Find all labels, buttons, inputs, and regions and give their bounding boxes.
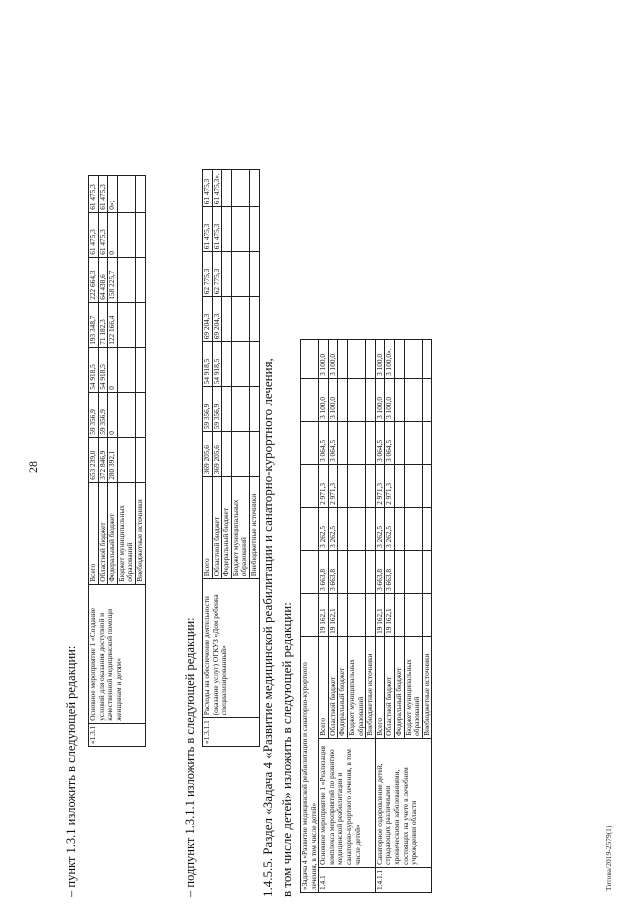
value-cell [394, 464, 404, 507]
value-cell: 0 [108, 347, 118, 392]
funding-source: Областной бюджет [328, 636, 338, 738]
value-cell [394, 378, 404, 421]
value-cell [366, 464, 376, 507]
value-cell: 2 971,3 [375, 464, 385, 507]
value-cell [366, 378, 376, 421]
funding-source: Федеральный бюджет [108, 482, 118, 584]
page-number: 28 [26, 461, 40, 473]
value-cell [301, 593, 319, 636]
value-cell [231, 297, 249, 342]
value-cell [347, 550, 365, 593]
activity-name: Санаторное оздоровление детей, страдающих различными хроническими заболеваниями, состоящих на учете в лечебном учреждении области [375, 738, 432, 867]
value-cell [117, 347, 135, 392]
funding-source: Федеральный бюджет [338, 636, 348, 738]
table-1-3-1 [88, 175, 146, 747]
funding-source: Внебюджетные источники [366, 636, 376, 738]
value-cell [422, 464, 432, 507]
value-cell: 61 475,3». [212, 170, 222, 207]
funding-source: Областной бюджет [212, 477, 222, 579]
value-cell [394, 421, 404, 464]
value-cell: 122 166,4 [108, 302, 118, 347]
value-cell: 19 162,1 [385, 593, 395, 636]
heading-section-1-4-5-5: 1.4.5.5. Раздел «Задача 4 «Развитие медицинской реабилитации и санаторно-курортного лечения, в том числе детей» изложить в следующей редакции: [260, 358, 294, 897]
value-cell: 3 064,5 [319, 421, 329, 464]
value-cell: 369 205,6 [203, 432, 213, 477]
value-cell: 64 438,6 [98, 257, 108, 302]
value-cell: 19 162,1 [319, 593, 329, 636]
value-cell: 2 971,3 [319, 464, 329, 507]
value-cell: 280 392,1 [108, 437, 118, 482]
value-cell [249, 207, 259, 252]
value-cell [347, 378, 365, 421]
value-cell [394, 339, 404, 378]
value-cell [366, 339, 376, 378]
value-cell [301, 421, 319, 464]
value-cell: 3 262,5 [385, 507, 395, 550]
value-cell [422, 421, 432, 464]
row-number: 1.4.1.1 [375, 867, 432, 892]
value-cell: 61 475,3 [212, 207, 222, 252]
value-cell: 61 475,3 [203, 207, 213, 252]
value-cell: 0 [108, 392, 118, 437]
value-cell: 54 918,5 [212, 342, 222, 387]
value-cell [301, 550, 319, 593]
value-cell: 19 162,1 [328, 593, 338, 636]
value-cell [222, 342, 232, 387]
value-cell: 59 356,9 [98, 392, 108, 437]
value-cell: 3 262,5 [328, 507, 338, 550]
value-cell: 3 064,5 [328, 421, 338, 464]
value-cell: 54 918,5 [203, 342, 213, 387]
value-cell: 61 475,3 [98, 212, 108, 257]
value-cell [404, 507, 422, 550]
funding-source: Всего [203, 477, 213, 579]
table-row [319, 339, 329, 892]
value-cell: 19 162,1 [375, 593, 385, 636]
value-cell [135, 392, 145, 437]
value-cell [404, 550, 422, 593]
value-cell: 61 475,3 [203, 170, 213, 207]
value-cell [231, 170, 249, 207]
value-cell: 372 846,9 [98, 437, 108, 482]
value-cell: 61 475,3 [89, 212, 99, 257]
funding-source: Бюджет муниципальных образований [347, 636, 365, 738]
value-cell: 0»; [108, 175, 118, 212]
value-cell: 222 664,3 [89, 257, 99, 302]
value-cell: 3 100,0 [385, 378, 395, 421]
row-number: 1.4.1 [319, 867, 376, 892]
value-cell [301, 464, 319, 507]
funding-source: Бюджет муниципальных образований [404, 636, 422, 738]
value-cell: 54 918,5 [98, 347, 108, 392]
value-cell [135, 175, 145, 212]
value-cell [222, 252, 232, 297]
value-cell [249, 252, 259, 297]
value-cell [117, 257, 135, 302]
heading-item-1-3-1: – пункт 1.3.1 изложить в следующей редакции: [64, 645, 78, 897]
table-row [89, 175, 99, 746]
value-cell [366, 421, 376, 464]
table-1-3-1-1 [202, 169, 260, 747]
value-cell [404, 464, 422, 507]
value-cell: 59 356,9 [212, 387, 222, 432]
funding-source: Областной бюджет [385, 636, 395, 738]
value-cell: 3 100,0 [375, 339, 385, 378]
task-header: «Задача 4 «Развитие медицинской реабилитации и санаторно-курортного лечения, в том числе детей» [301, 636, 319, 892]
activity-name: Основное мероприятие 1 «Создание условий для оказания доступной и качественной медицинской помощи женщинам и детям» [89, 584, 146, 723]
value-cell [301, 339, 319, 378]
value-cell: 69 204,3 [203, 297, 213, 342]
value-cell: 3 663,8 [328, 550, 338, 593]
value-cell: 3 663,8 [319, 550, 329, 593]
value-cell: 62 775,3 [203, 252, 213, 297]
value-cell: 3 100,0 [328, 378, 338, 421]
funding-source: Федеральный бюджет [222, 477, 232, 579]
table-task-4 [300, 339, 432, 893]
row-number: «1.3.1 [89, 723, 146, 746]
value-cell [347, 421, 365, 464]
value-cell: 3 064,5 [375, 421, 385, 464]
funding-source: Областной бюджет [98, 482, 108, 584]
value-cell [394, 550, 404, 593]
value-cell: 193 348,7 [89, 302, 99, 347]
value-cell [222, 170, 232, 207]
value-cell [404, 339, 422, 378]
value-cell [422, 378, 432, 421]
value-cell [366, 550, 376, 593]
table-header-row [301, 339, 319, 892]
value-cell [231, 342, 249, 387]
value-cell [338, 507, 348, 550]
value-cell [222, 207, 232, 252]
value-cell [117, 392, 135, 437]
value-cell [422, 593, 432, 636]
value-cell [231, 432, 249, 477]
value-cell [135, 212, 145, 257]
value-cell: 158 225,7 [108, 257, 118, 302]
value-cell [222, 297, 232, 342]
value-cell [422, 507, 432, 550]
value-cell [135, 437, 145, 482]
value-cell [249, 297, 259, 342]
value-cell [117, 437, 135, 482]
value-cell: 3 100,0 [328, 339, 338, 378]
value-cell: 3 100,0 [375, 378, 385, 421]
value-cell [404, 378, 422, 421]
value-cell: 3 663,8 [385, 550, 395, 593]
table-row [203, 170, 213, 747]
value-cell [404, 593, 422, 636]
value-cell: 3 064,5 [385, 421, 395, 464]
value-cell: 369 205,6 [212, 432, 222, 477]
value-cell [394, 593, 404, 636]
value-cell [135, 257, 145, 302]
value-cell: 61 475,3 [98, 175, 108, 212]
value-cell [394, 507, 404, 550]
value-cell: 653 239,0 [89, 437, 99, 482]
value-cell [222, 432, 232, 477]
value-cell [338, 550, 348, 593]
activity-name: Расходы на обеспечение деятельности (оказание услуг) ОГКУЗ «Дом ребенка специализированный» [203, 579, 260, 718]
value-cell [347, 507, 365, 550]
value-cell: 2 971,3 [385, 464, 395, 507]
value-cell [338, 378, 348, 421]
value-cell [422, 339, 432, 378]
row-number: «1.3.1.1 [203, 718, 260, 747]
value-cell [117, 302, 135, 347]
funding-source: Всего [319, 636, 329, 738]
funding-source: Внебюджетные источники [249, 477, 259, 579]
value-cell [117, 175, 135, 212]
value-cell [135, 347, 145, 392]
value-cell [135, 302, 145, 347]
value-cell: 0 [108, 212, 118, 257]
value-cell: 59 356,9 [89, 392, 99, 437]
value-cell [222, 387, 232, 432]
value-cell [404, 421, 422, 464]
funding-source: Бюджет муниципальных образований [231, 477, 249, 579]
value-cell [301, 378, 319, 421]
value-cell [338, 339, 348, 378]
value-cell: 3 100,0 [319, 339, 329, 378]
value-cell: 71 182,3 [98, 302, 108, 347]
value-cell: 54 918,5 [89, 347, 99, 392]
document-id: Титова/2019-2579(1) [604, 825, 613, 891]
value-cell [347, 593, 365, 636]
value-cell: 2 971,3 [328, 464, 338, 507]
funding-source: Внебюджетные источники [135, 482, 145, 584]
funding-source: Всего [89, 482, 99, 584]
value-cell [347, 464, 365, 507]
value-cell [231, 252, 249, 297]
value-cell [347, 339, 365, 378]
activity-name: Основное мероприятие 1 «Реализация комплекса мероприятий по развитию медицинской реабилитации и санаторно-курортного лечения, в том числе детей» [319, 738, 376, 867]
value-cell [301, 507, 319, 550]
value-cell [231, 207, 249, 252]
funding-source: Федеральный бюджет [394, 636, 404, 738]
value-cell [249, 170, 259, 207]
funding-source: Бюджет муниципальных образований [117, 482, 135, 584]
heading-item-1-3-1-1: – подпункт 1.3.1.1 изложить в следующей редакции: [183, 617, 197, 897]
funding-source: Внебюджетные источники [422, 636, 432, 738]
value-cell: 62 775,3 [212, 252, 222, 297]
value-cell: 3 100,0 [319, 378, 329, 421]
value-cell: 59 356,9 [203, 387, 213, 432]
value-cell [422, 550, 432, 593]
value-cell [338, 421, 348, 464]
value-cell [338, 593, 348, 636]
funding-source: Всего [375, 636, 385, 738]
value-cell: 69 204,3 [212, 297, 222, 342]
value-cell: 3 262,5 [319, 507, 329, 550]
value-cell [231, 387, 249, 432]
value-cell [366, 593, 376, 636]
value-cell [338, 464, 348, 507]
value-cell: 3 663,8 [375, 550, 385, 593]
value-cell: 3 100,0». [385, 339, 395, 378]
value-cell: 3 262,5 [375, 507, 385, 550]
value-cell [366, 507, 376, 550]
value-cell [117, 212, 135, 257]
value-cell: 61 475,3 [89, 175, 99, 212]
